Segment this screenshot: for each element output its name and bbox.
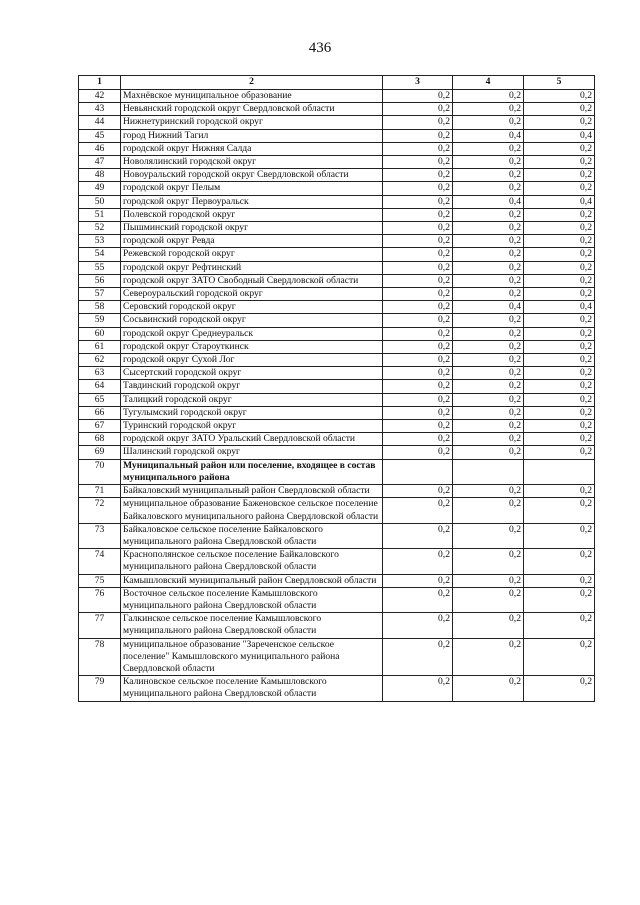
municipality-name: Режевской городской округ: [121, 248, 383, 261]
value-col-4: 0,2: [453, 406, 524, 419]
value-col-5: 0,2: [524, 380, 595, 393]
table-row: [79, 433, 595, 446]
value-col-3: 0,2: [383, 142, 453, 155]
value-col-3: 0,2: [383, 261, 453, 274]
value-col-5: [524, 459, 595, 484]
value-col-4: 0,2: [453, 235, 524, 248]
value-col-5: 0,2: [524, 638, 595, 676]
row-number: 44: [79, 116, 121, 129]
table-row: [79, 574, 595, 587]
municipality-name: Тугулымский городской округ: [121, 406, 383, 419]
municipality-name: Камышловский муниципальный район Свердловской области: [121, 574, 383, 587]
row-number: 63: [79, 367, 121, 380]
row-number: 45: [79, 129, 121, 142]
value-col-5: 0,2: [524, 587, 595, 612]
value-col-4: 0,2: [453, 182, 524, 195]
row-number: 64: [79, 380, 121, 393]
row-number: 61: [79, 340, 121, 353]
table-row: [79, 367, 595, 380]
value-col-4: [453, 459, 524, 484]
table-body: [79, 90, 595, 702]
municipality-name: Сосьвинский городской округ: [121, 314, 383, 327]
table-row: [79, 208, 595, 221]
municipality-name: городской округ ЗАТО Уральский Свердловской области: [121, 433, 383, 446]
value-col-3: 0,2: [383, 208, 453, 221]
value-col-3: 0,2: [383, 169, 453, 182]
value-col-4: 0,2: [453, 354, 524, 367]
row-number: 42: [79, 90, 121, 103]
value-col-5: 0,2: [524, 523, 595, 548]
value-col-3: 0,2: [383, 222, 453, 235]
row-number: 48: [79, 169, 121, 182]
value-col-5: 0,2: [524, 446, 595, 459]
table-row: [79, 222, 595, 235]
value-col-5: 0,2: [524, 103, 595, 116]
municipality-name: Полевской городской округ: [121, 208, 383, 221]
table-row: [79, 301, 595, 314]
row-number: 53: [79, 235, 121, 248]
municipality-name: Невьянский городской округ Свердловской области: [121, 103, 383, 116]
value-col-4: 0,2: [453, 222, 524, 235]
value-col-4: 0,2: [453, 433, 524, 446]
value-col-3: 0,2: [383, 248, 453, 261]
row-number: 77: [79, 613, 121, 638]
table-row: [79, 182, 595, 195]
municipality-name: Сысертский городской округ: [121, 367, 383, 380]
header-col-2: 2: [121, 76, 383, 90]
row-number: 55: [79, 261, 121, 274]
value-col-4: 0,2: [453, 446, 524, 459]
municipality-name: городской округ Староуткинск: [121, 340, 383, 353]
value-col-4: 0,2: [453, 523, 524, 548]
value-col-3: 0,2: [383, 676, 453, 701]
value-col-5: 0,2: [524, 676, 595, 701]
value-col-3: 0,2: [383, 129, 453, 142]
value-col-3: 0,2: [383, 235, 453, 248]
table-row: [79, 638, 595, 676]
table-row: [79, 327, 595, 340]
value-col-3: 0,2: [383, 446, 453, 459]
value-col-5: 0,4: [524, 301, 595, 314]
municipality-name: Новолялинский городской округ: [121, 156, 383, 169]
value-col-4: 0,2: [453, 549, 524, 574]
value-col-5: 0,4: [524, 129, 595, 142]
value-col-5: 0,2: [524, 314, 595, 327]
header-col-3: 3: [383, 76, 453, 90]
value-col-5: 0,2: [524, 90, 595, 103]
row-number: 74: [79, 549, 121, 574]
value-col-4: 0,2: [453, 367, 524, 380]
table-row: [79, 314, 595, 327]
row-number: 51: [79, 208, 121, 221]
page-number: 436: [308, 40, 332, 56]
municipality-name: Галкинское сельское поселение Камышловского муниципального района Свердловской области: [121, 613, 383, 638]
value-col-5: 0,2: [524, 222, 595, 235]
table-row: [79, 446, 595, 459]
row-number: 47: [79, 156, 121, 169]
municipality-name: муниципальное образование Баженовское сельское поселение Байкаловского муниципального района Свердловской области: [121, 498, 383, 523]
municipality-name: Байкаловский муниципальный район Свердловской области: [121, 485, 383, 498]
value-col-5: 0,2: [524, 485, 595, 498]
value-col-3: 0,2: [383, 301, 453, 314]
row-number: 50: [79, 195, 121, 208]
value-col-5: 0,2: [524, 549, 595, 574]
value-col-4: 0,2: [453, 169, 524, 182]
value-col-5: 0,2: [524, 433, 595, 446]
value-col-3: 0,2: [383, 406, 453, 419]
value-col-3: 0,2: [383, 613, 453, 638]
value-col-4: 0,2: [453, 248, 524, 261]
value-col-3: 0,2: [383, 433, 453, 446]
municipality-name: город Нижний Тагил: [121, 129, 383, 142]
municipality-name: Нижнетуринский городской округ: [121, 116, 383, 129]
value-col-4: 0,4: [453, 301, 524, 314]
value-col-5: 0,2: [524, 116, 595, 129]
value-col-4: 0,4: [453, 195, 524, 208]
value-col-4: 0,2: [453, 116, 524, 129]
value-col-5: 0,2: [524, 142, 595, 155]
table-row: [79, 406, 595, 419]
row-number: 52: [79, 222, 121, 235]
row-number: 70: [79, 459, 121, 484]
row-number: 75: [79, 574, 121, 587]
table-row: [79, 169, 595, 182]
header-row: [79, 76, 595, 90]
value-col-5: 0,2: [524, 393, 595, 406]
table-row: [79, 248, 595, 261]
table-row: [79, 354, 595, 367]
municipality-name: городской округ Первоуральск: [121, 195, 383, 208]
value-col-4: 0,2: [453, 274, 524, 287]
value-col-3: 0,2: [383, 638, 453, 676]
value-col-3: 0,2: [383, 156, 453, 169]
municipality-name: Серовский городской округ: [121, 301, 383, 314]
value-col-4: 0,2: [453, 638, 524, 676]
value-col-3: 0,2: [383, 354, 453, 367]
value-col-3: 0,2: [383, 90, 453, 103]
value-col-3: 0,2: [383, 116, 453, 129]
municipality-name: Шалинский городской округ: [121, 446, 383, 459]
value-col-5: 0,2: [524, 261, 595, 274]
value-col-3: 0,2: [383, 182, 453, 195]
municipality-name: Талицкий городской округ: [121, 393, 383, 406]
row-number: 68: [79, 433, 121, 446]
table-row: [79, 523, 595, 548]
value-col-3: 0,2: [383, 340, 453, 353]
value-col-5: 0,2: [524, 367, 595, 380]
municipality-name: Краснополянское сельское поселение Байкаловского муниципального района Свердловской области: [121, 549, 383, 574]
value-col-3: 0,2: [383, 380, 453, 393]
table-row: [79, 613, 595, 638]
row-number: 72: [79, 498, 121, 523]
value-col-5: 0,2: [524, 182, 595, 195]
table-row: [79, 195, 595, 208]
value-col-3: 0,2: [383, 523, 453, 548]
municipality-name: городской округ Среднеуральск: [121, 327, 383, 340]
row-number: 54: [79, 248, 121, 261]
table-row: [79, 103, 595, 116]
value-col-5: 0,2: [524, 274, 595, 287]
value-col-3: 0,2: [383, 485, 453, 498]
municipality-name: Новоуральский городской округ Свердловской области: [121, 169, 383, 182]
municipality-name: Восточное сельское поселение Камышловского муниципального района Свердловской области: [121, 587, 383, 612]
municipality-name: городской округ Ревда: [121, 235, 383, 248]
value-col-3: 0,2: [383, 103, 453, 116]
row-number: 60: [79, 327, 121, 340]
value-col-4: 0,2: [453, 156, 524, 169]
row-number: 66: [79, 406, 121, 419]
value-col-4: 0,2: [453, 613, 524, 638]
table-row: [79, 235, 595, 248]
row-number: 73: [79, 523, 121, 548]
municipality-name: Муниципальный район или поселение, входящее в состав муниципального района: [121, 459, 383, 484]
row-number: 43: [79, 103, 121, 116]
table-row: [79, 498, 595, 523]
row-number: 49: [79, 182, 121, 195]
table-row: [79, 274, 595, 287]
municipality-name: Калиновское сельское поселение Камышловского муниципального района Свердловской области: [121, 676, 383, 701]
header-col-5: 5: [524, 76, 595, 90]
value-col-4: 0,2: [453, 103, 524, 116]
value-col-5: 0,2: [524, 248, 595, 261]
table-row: [79, 288, 595, 301]
table-header: [79, 76, 595, 90]
value-col-5: 0,2: [524, 288, 595, 301]
municipality-name: Туринский городской округ: [121, 420, 383, 433]
value-col-3: 0,2: [383, 498, 453, 523]
value-col-4: 0,2: [453, 261, 524, 274]
table-row: [79, 261, 595, 274]
table-row: [79, 676, 595, 701]
municipality-name: городской округ Нижняя Салда: [121, 142, 383, 155]
row-number: 57: [79, 288, 121, 301]
value-col-5: 0,2: [524, 613, 595, 638]
row-number: 59: [79, 314, 121, 327]
value-col-5: 0,2: [524, 574, 595, 587]
municipality-name: городской округ Сухой Лог: [121, 354, 383, 367]
value-col-4: 0,2: [453, 288, 524, 301]
value-col-3: 0,2: [383, 274, 453, 287]
value-col-5: 0,2: [524, 420, 595, 433]
row-number: 65: [79, 393, 121, 406]
value-col-5: 0,2: [524, 327, 595, 340]
value-col-4: 0,2: [453, 420, 524, 433]
value-col-5: 0,2: [524, 156, 595, 169]
municipality-name: муниципальное образование "Зареченское сельское поселение" Камышловского муниципального района Свердловской области: [121, 638, 383, 676]
value-col-3: 0,2: [383, 327, 453, 340]
value-col-4: 0,2: [453, 314, 524, 327]
value-col-4: 0,2: [453, 380, 524, 393]
value-col-4: 0,2: [453, 676, 524, 701]
value-col-3: 0,2: [383, 549, 453, 574]
value-col-3: [383, 459, 453, 484]
municipality-name: Тавдинский городской округ: [121, 380, 383, 393]
row-number: 76: [79, 587, 121, 612]
value-col-4: 0,2: [453, 142, 524, 155]
table-row: [79, 90, 595, 103]
municipality-name: Байкаловское сельское поселение Байкаловского муниципального района Свердловской области: [121, 523, 383, 548]
table-row: [79, 142, 595, 155]
value-col-3: 0,2: [383, 195, 453, 208]
value-col-5: 0,2: [524, 235, 595, 248]
row-number: 79: [79, 676, 121, 701]
value-col-4: 0,2: [453, 393, 524, 406]
value-col-4: 0,4: [453, 129, 524, 142]
value-col-5: 0,2: [524, 498, 595, 523]
row-number: 67: [79, 420, 121, 433]
header-col-4: 4: [453, 76, 524, 90]
value-col-5: 0,4: [524, 195, 595, 208]
municipality-name: Пышминский городской округ: [121, 222, 383, 235]
table-row: [79, 129, 595, 142]
value-col-4: 0,2: [453, 90, 524, 103]
table-row: [79, 156, 595, 169]
row-number: 62: [79, 354, 121, 367]
value-col-4: 0,2: [453, 498, 524, 523]
row-number: 46: [79, 142, 121, 155]
value-col-4: 0,2: [453, 587, 524, 612]
value-col-4: 0,2: [453, 574, 524, 587]
table-row: [79, 380, 595, 393]
table-row: [79, 420, 595, 433]
municipality-name: Махнёвское муниципальное образование: [121, 90, 383, 103]
value-col-4: 0,2: [453, 340, 524, 353]
row-number: 58: [79, 301, 121, 314]
value-col-3: 0,2: [383, 288, 453, 301]
row-number: 56: [79, 274, 121, 287]
table-row: [79, 393, 595, 406]
value-col-5: 0,2: [524, 208, 595, 221]
value-col-5: 0,2: [524, 354, 595, 367]
value-col-4: 0,2: [453, 208, 524, 221]
value-col-5: 0,2: [524, 169, 595, 182]
row-number: 78: [79, 638, 121, 676]
data-table: [78, 75, 595, 702]
table-row: [79, 459, 595, 484]
value-col-3: 0,2: [383, 574, 453, 587]
row-number: 69: [79, 446, 121, 459]
value-col-3: 0,2: [383, 587, 453, 612]
municipality-name: городской округ Рефтинский: [121, 261, 383, 274]
municipality-name: городской округ ЗАТО Свободный Свердловской области: [121, 274, 383, 287]
value-col-5: 0,2: [524, 340, 595, 353]
row-number: 71: [79, 485, 121, 498]
table-row: [79, 587, 595, 612]
header-col-1: 1: [79, 76, 121, 90]
value-col-3: 0,2: [383, 420, 453, 433]
value-col-3: 0,2: [383, 314, 453, 327]
municipality-name: городской округ Пелым: [121, 182, 383, 195]
value-col-3: 0,2: [383, 393, 453, 406]
table-row: [79, 549, 595, 574]
table-row: [79, 340, 595, 353]
value-col-4: 0,2: [453, 327, 524, 340]
value-col-3: 0,2: [383, 367, 453, 380]
municipality-name: Североуральский городской округ: [121, 288, 383, 301]
table-row: [79, 485, 595, 498]
value-col-5: 0,2: [524, 406, 595, 419]
table-row: [79, 116, 595, 129]
value-col-4: 0,2: [453, 485, 524, 498]
